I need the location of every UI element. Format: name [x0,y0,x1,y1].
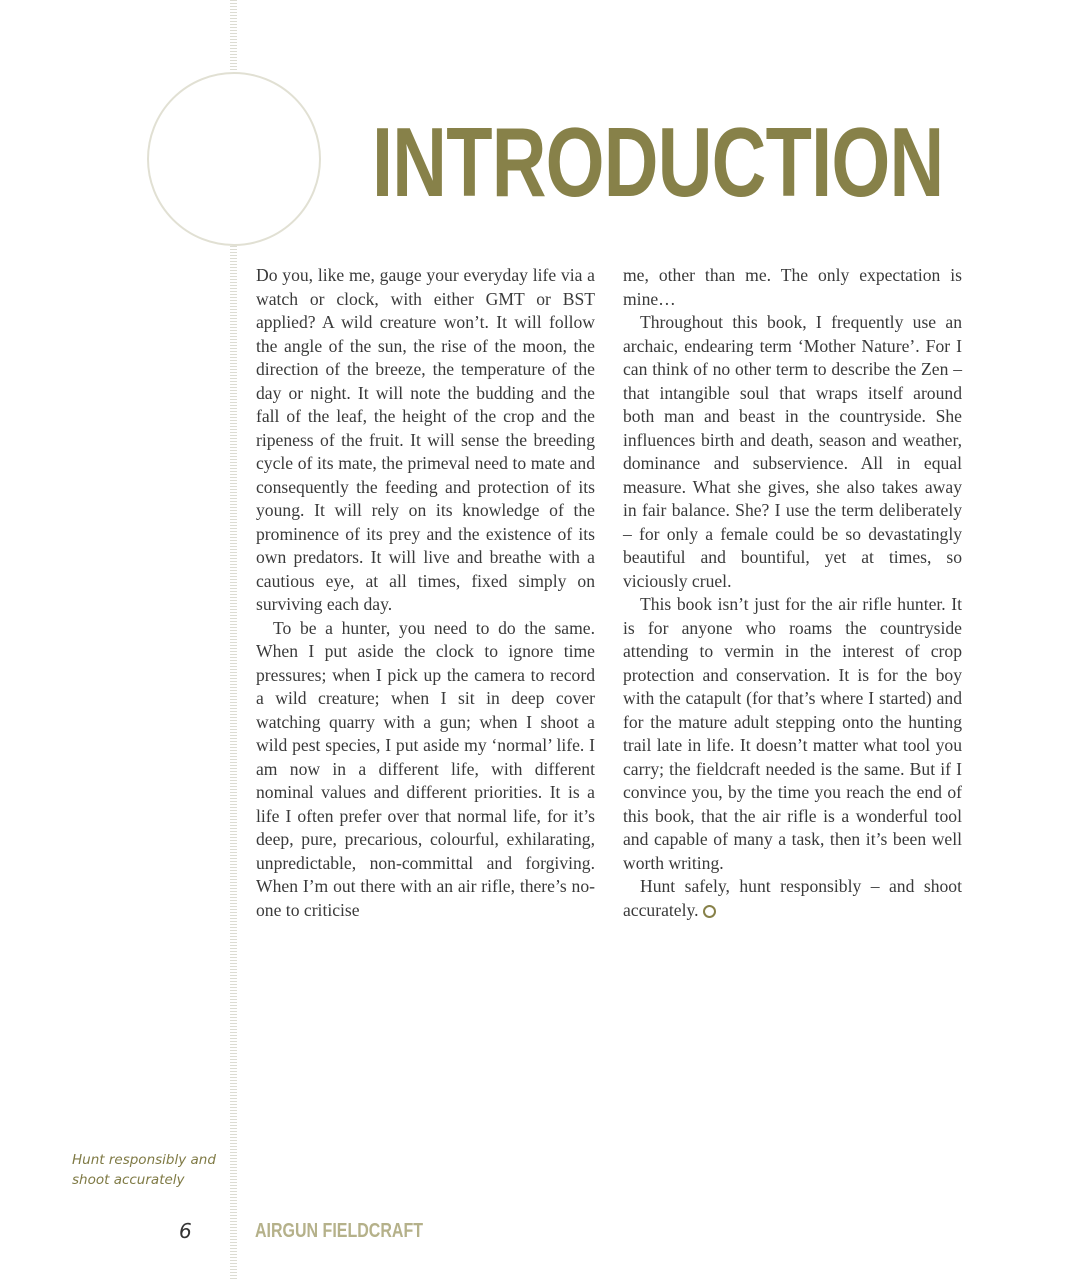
final-paragraph [623,875,962,922]
sidebar-caption [72,1150,232,1190]
chapter-title: INTRODUCTION [372,107,944,217]
paragraph: This book isn’t just for the air rifle hunter. It is for anyone who roams the countryside attending to vermin in the interest of crop protection and conservation. It is for the boy with the catapult (for that’s where I started) and for the mature adult stepping onto the hunting trail late in life. It doesn’t matter what tool you carry; the fieldcraft needed is the same. But if I convince you, by the time you reach the end of this book, that the air rifle is a wonderful tool and capable of many a task, then it’s been well worth writing. [623,594,962,873]
paragraph: Do you, like me, gauge your everyday life via a watch or clock, with either GMT or BST applied? A wild creature won’t. It will follow the angle of the sun, the rise of the moon, the direction of the breeze, the temperature of the day or night. It will note the budding and the fall of the leaf, the height of the crop and the ripeness of the fruit. It will sense the breeding cycle of its mate, the primeval need to mate and consequently the feeding and protection of its young. It will rely on its knowledge of the prominence of its prey and the existence of its own predators. It will live and breathe with a cautious eye, at all times, fixed simply on surviving each day. [256,265,595,614]
end-mark-circle-icon [703,905,716,918]
page-number: 6 [179,1219,192,1243]
paragraph: Throughout this book, I frequently use an archaic, endearing term ‘Mother Nature’. For I can think of no other term to describe the Zen – that intangible soul that wraps itself around both man and beast in the countryside. She influences birth and death, season and weather, dominance and subservience. All in equal measure. What she gives, she also takes away in fair balance. She? I use the term deliberately – for only a female could be so devastatingly beautiful and bountiful, yet at times, so viciously cruel. [623,312,962,591]
text-column-left [256,264,595,922]
decorative-circle [147,72,321,246]
final-paragraph-text: Hunt safely, hunt responsibly – and shoot accurately. [623,876,962,920]
text-column-right [623,264,962,922]
caption-line: shoot accurately [72,1172,185,1188]
paragraph: To be a hunter, you need to do the same. When I put aside the clock to ignore time pressures; when I pick up the camera to record a wild creature; when I sit in deep cover watching quarry with a gun; when I shoot a wild pest species, I put aside my ‘normal’ life. I am now in a different life, with different nominal values and different priorities. It is a life I often prefer over that normal life, for it’s deep, pure, precarious, colourful, exhilarating, unpredictable, non-committal and forgiving. When I’m out there with an air rifle, there’s no-one to criticise [256,617,595,920]
margin-rule-top [230,0,237,70]
paragraph: me, other than me. The only expectation is mine… [623,265,962,309]
margin-rule [230,246,237,1280]
running-footer-title: AIRGUN FIELDCRAFT [255,1220,423,1242]
caption-line: Hunt responsibly and [72,1152,216,1168]
